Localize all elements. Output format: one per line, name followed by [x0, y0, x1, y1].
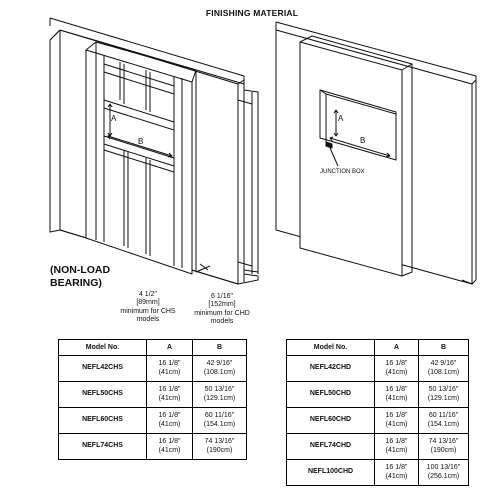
dim-a-right: A	[338, 114, 344, 123]
non-load-line-1: (NON-LOAD	[50, 264, 111, 276]
b-cell: 50 13/16" (129.1cm)	[193, 382, 247, 408]
b-cell: 74 13/16" (190cm)	[419, 434, 469, 460]
header-b: B	[419, 340, 469, 356]
table-row	[59, 356, 247, 382]
model-cell: NEFL50CHD	[287, 382, 375, 408]
model-cell: NEFL74CHS	[59, 434, 147, 460]
b-cell: 42 9/16" (108.1cm)	[193, 356, 247, 382]
model-cell: NEFL42CHS	[59, 356, 147, 382]
header-b: B	[193, 340, 247, 356]
table-row	[287, 356, 469, 382]
left-wall-framing	[50, 18, 258, 284]
table-row	[59, 408, 247, 434]
chs-note-line: 4 1/2"	[138, 291, 158, 298]
a-cell: 16 1/8" (41cm)	[375, 434, 419, 460]
b-cell: 50 13/16" (129.1cm)	[419, 382, 469, 408]
a-cell: 16 1/8" (41cm)	[147, 382, 193, 408]
non-load-line-2: BEARING)	[50, 277, 102, 289]
chd-note-line: 6 1/16"	[211, 293, 233, 300]
chd-note-line: [152mm]	[208, 301, 236, 309]
model-cell: NEFL60CHD	[287, 408, 375, 434]
table-row	[59, 434, 247, 460]
b-cell: 60 11/16" (154.1cm)	[193, 408, 247, 434]
b-cell: 42 9/16" (108.1cm)	[419, 356, 469, 382]
dim-b-left: B	[138, 137, 144, 146]
model-cell: NEFL42CHD	[287, 356, 375, 382]
a-cell: 16 1/8" (41cm)	[147, 434, 193, 460]
chd-note-line: minimum for CHD	[194, 309, 250, 317]
chs-dimensions-table	[58, 339, 247, 460]
table-row	[287, 382, 469, 408]
header-model: Model No.	[287, 340, 375, 356]
chs-note-line: minimum for CHS	[120, 307, 176, 315]
chs-depth-note	[112, 291, 184, 324]
chs-note-line: models	[136, 315, 160, 323]
chs-note-line: [89mm]	[136, 299, 160, 307]
table-header-row	[287, 340, 469, 356]
b-cell: 74 13/16" (190cm)	[193, 434, 247, 460]
a-cell: 16 1/8" (41cm)	[147, 408, 193, 434]
model-cell: NEFL50CHS	[59, 382, 147, 408]
table-row	[287, 434, 469, 460]
header-a: A	[375, 340, 419, 356]
a-cell: 16 1/8" (41cm)	[147, 356, 193, 382]
dim-b-right: B	[360, 136, 366, 145]
model-cell: NEFL60CHS	[59, 408, 147, 434]
model-cell: NEFL100CHD	[287, 460, 375, 486]
chd-depth-note	[186, 293, 258, 326]
b-cell: 100 13/16" (256.1cm)	[419, 460, 469, 486]
a-cell: 16 1/8" (41cm)	[375, 356, 419, 382]
chd-note-line: models	[210, 317, 234, 325]
a-cell: 16 1/8" (41cm)	[375, 408, 419, 434]
junction-box-label: JUNCTION BOX	[320, 169, 365, 175]
table-header-row	[59, 340, 247, 356]
right-wall-finished	[276, 22, 476, 284]
diagram-title: FINISHING MATERIAL	[205, 8, 299, 18]
a-cell: 16 1/8" (41cm)	[375, 382, 419, 408]
table-row	[59, 382, 247, 408]
chd-dimensions-table	[286, 339, 469, 486]
model-cell: NEFL74CHD	[287, 434, 375, 460]
b-cell: 60 11/16" (154.1cm)	[419, 408, 469, 434]
header-model: Model No.	[59, 340, 147, 356]
header-a: A	[147, 340, 193, 356]
a-cell: 16 1/8" (41cm)	[375, 460, 419, 486]
dim-a-left: A	[111, 114, 117, 123]
table-row	[287, 408, 469, 434]
non-load-bearing-label	[50, 264, 110, 290]
table-row	[287, 460, 469, 486]
